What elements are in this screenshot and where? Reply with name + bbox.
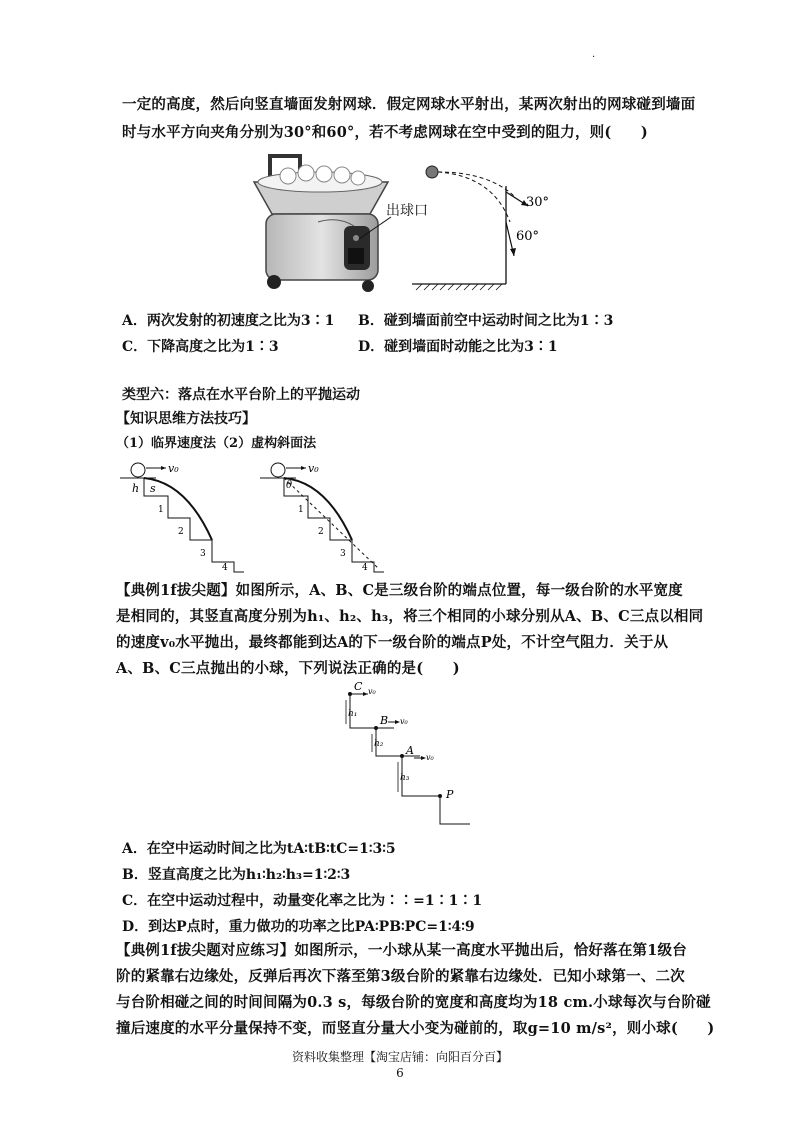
methods-line: （1）临界速度法（2）虚构斜面法 [116,436,317,451]
example-line1-text: 如图所示，A、B、C是三级台阶的端点位置，每一级台阶的水平宽度 [235,582,683,599]
practice-line2: 阶的紧靠右边缘处，反弹后再次下落至第3级台阶的紧靠右边缘处．已知小球第一、二次 [116,968,685,985]
step-2-label: 2 [178,527,184,537]
theta-label: θ [286,480,293,491]
problem1-line1: 一定的高度，然后向竖直墙面发射网球．假定网球水平射出，某两次射出的网球碰到墙面 [122,96,696,113]
v0-label: v₀ [168,462,179,475]
wall-trajectory-diagram [408,156,568,296]
step-4-label-2: 4 [362,563,368,573]
angle-60-label: 60° [516,229,540,244]
angle-30-label: 30° [526,195,550,210]
step-2-label-2: 2 [318,527,324,537]
outlet-pointer-line [355,215,395,245]
section6-title: 类型六：落点在水平台阶上的平抛运动 [122,387,360,403]
h-label: h [132,482,140,495]
practice-line3: 与台阶相碰之间的时间间隔为0.3 s，每级台阶的宽度和高度均为18 cm.小球每次与台阶碰 [116,994,711,1011]
practice-line4: 撞后速度的水平分量保持不变，而竖直分量大小变为碰前的，取g=10 m/s²，则小球( ) [116,1020,715,1037]
ex-option-d: D．到达P点时，重力做功的功率之比PA∶PB∶PC=1∶4∶9 [122,919,475,935]
ex-option-c: C．在空中运动过程中，动量变化率之比为∶∶=1∶1∶1 [122,893,483,909]
point-p-label: P [446,788,454,801]
s-label: s [150,482,156,495]
h2-label: h₂ [374,739,384,749]
example-line2: 是相同的，其竖直高度分别为h₁、h₂、h₃，将三个相同的小球分别从A、B、C三点以相同 [116,608,704,625]
point-b-label: B [380,714,389,727]
three-steps-abc-figure [328,680,478,828]
outlet-label: 出球口 [386,203,428,219]
problem1-line2: 时与水平方向夹角分别为30°和60°，若不考虑网球在空中受到的阻力，则( ) [122,124,648,141]
step-1-label-2: 1 [298,505,304,515]
example-line3: 的速度v₀水平抛出，最终都能到达A的下一级台阶的端点P处，不计空气阻力．关于从 [116,634,669,651]
practice-line1-text: 如图所示，一小球从某一高度水平抛出后，恰好落在第1级台 [294,942,687,959]
p1-option-d: D．碰到墙面时动能之比为3∶1 [358,339,558,355]
stairs-critical-velocity-figure [116,456,246,574]
h1-label: h₁ [348,709,358,719]
stairs-virtual-slope-figure [256,456,386,574]
footer-source: 资料收集整理【淘宝店铺：向阳百分百】 [291,1050,508,1064]
step-4-label: 4 [222,563,228,573]
example-tag: 【典例1f拔尖题】 [116,582,236,599]
page-corner-mark: · [592,52,596,63]
ex-option-a: A．在空中运动时间之比为tA∶tB∶tC=1∶3∶5 [122,841,396,857]
example-line1 [116,578,683,604]
p1-option-b: B．碰到墙面前空中运动时间之比为1∶3 [358,313,614,329]
step-3-label: 3 [200,549,206,559]
point-a-label: A [406,744,414,757]
v0-label-2: v₀ [308,462,319,475]
skills-heading: 【知识思维方法技巧】 [116,411,256,427]
page-number: 6 [396,1066,404,1080]
v0-b-label: v₀ [400,717,408,726]
practice-tag: 【典例1f拔尖题对应练习】 [116,942,295,959]
example-line4: A、B、C三点抛出的小球，下列说法正确的是( ) [116,660,460,677]
step-1-label: 1 [158,505,164,515]
p1-option-c: C．下降高度之比为1∶3 [122,339,279,355]
h3-label: h₃ [400,773,410,783]
point-c-label: C [354,680,363,693]
v0-a-label: v₀ [426,753,434,762]
step-3-label-2: 3 [340,549,346,559]
p1-option-a: A．两次发射的初速度之比为3∶1 [122,313,335,329]
v0-c-label: v₀ [368,687,376,696]
ex-option-b: B．竖直高度之比为h₁∶h₂∶h₃=1∶2∶3 [122,867,351,883]
practice-line1 [116,938,687,964]
